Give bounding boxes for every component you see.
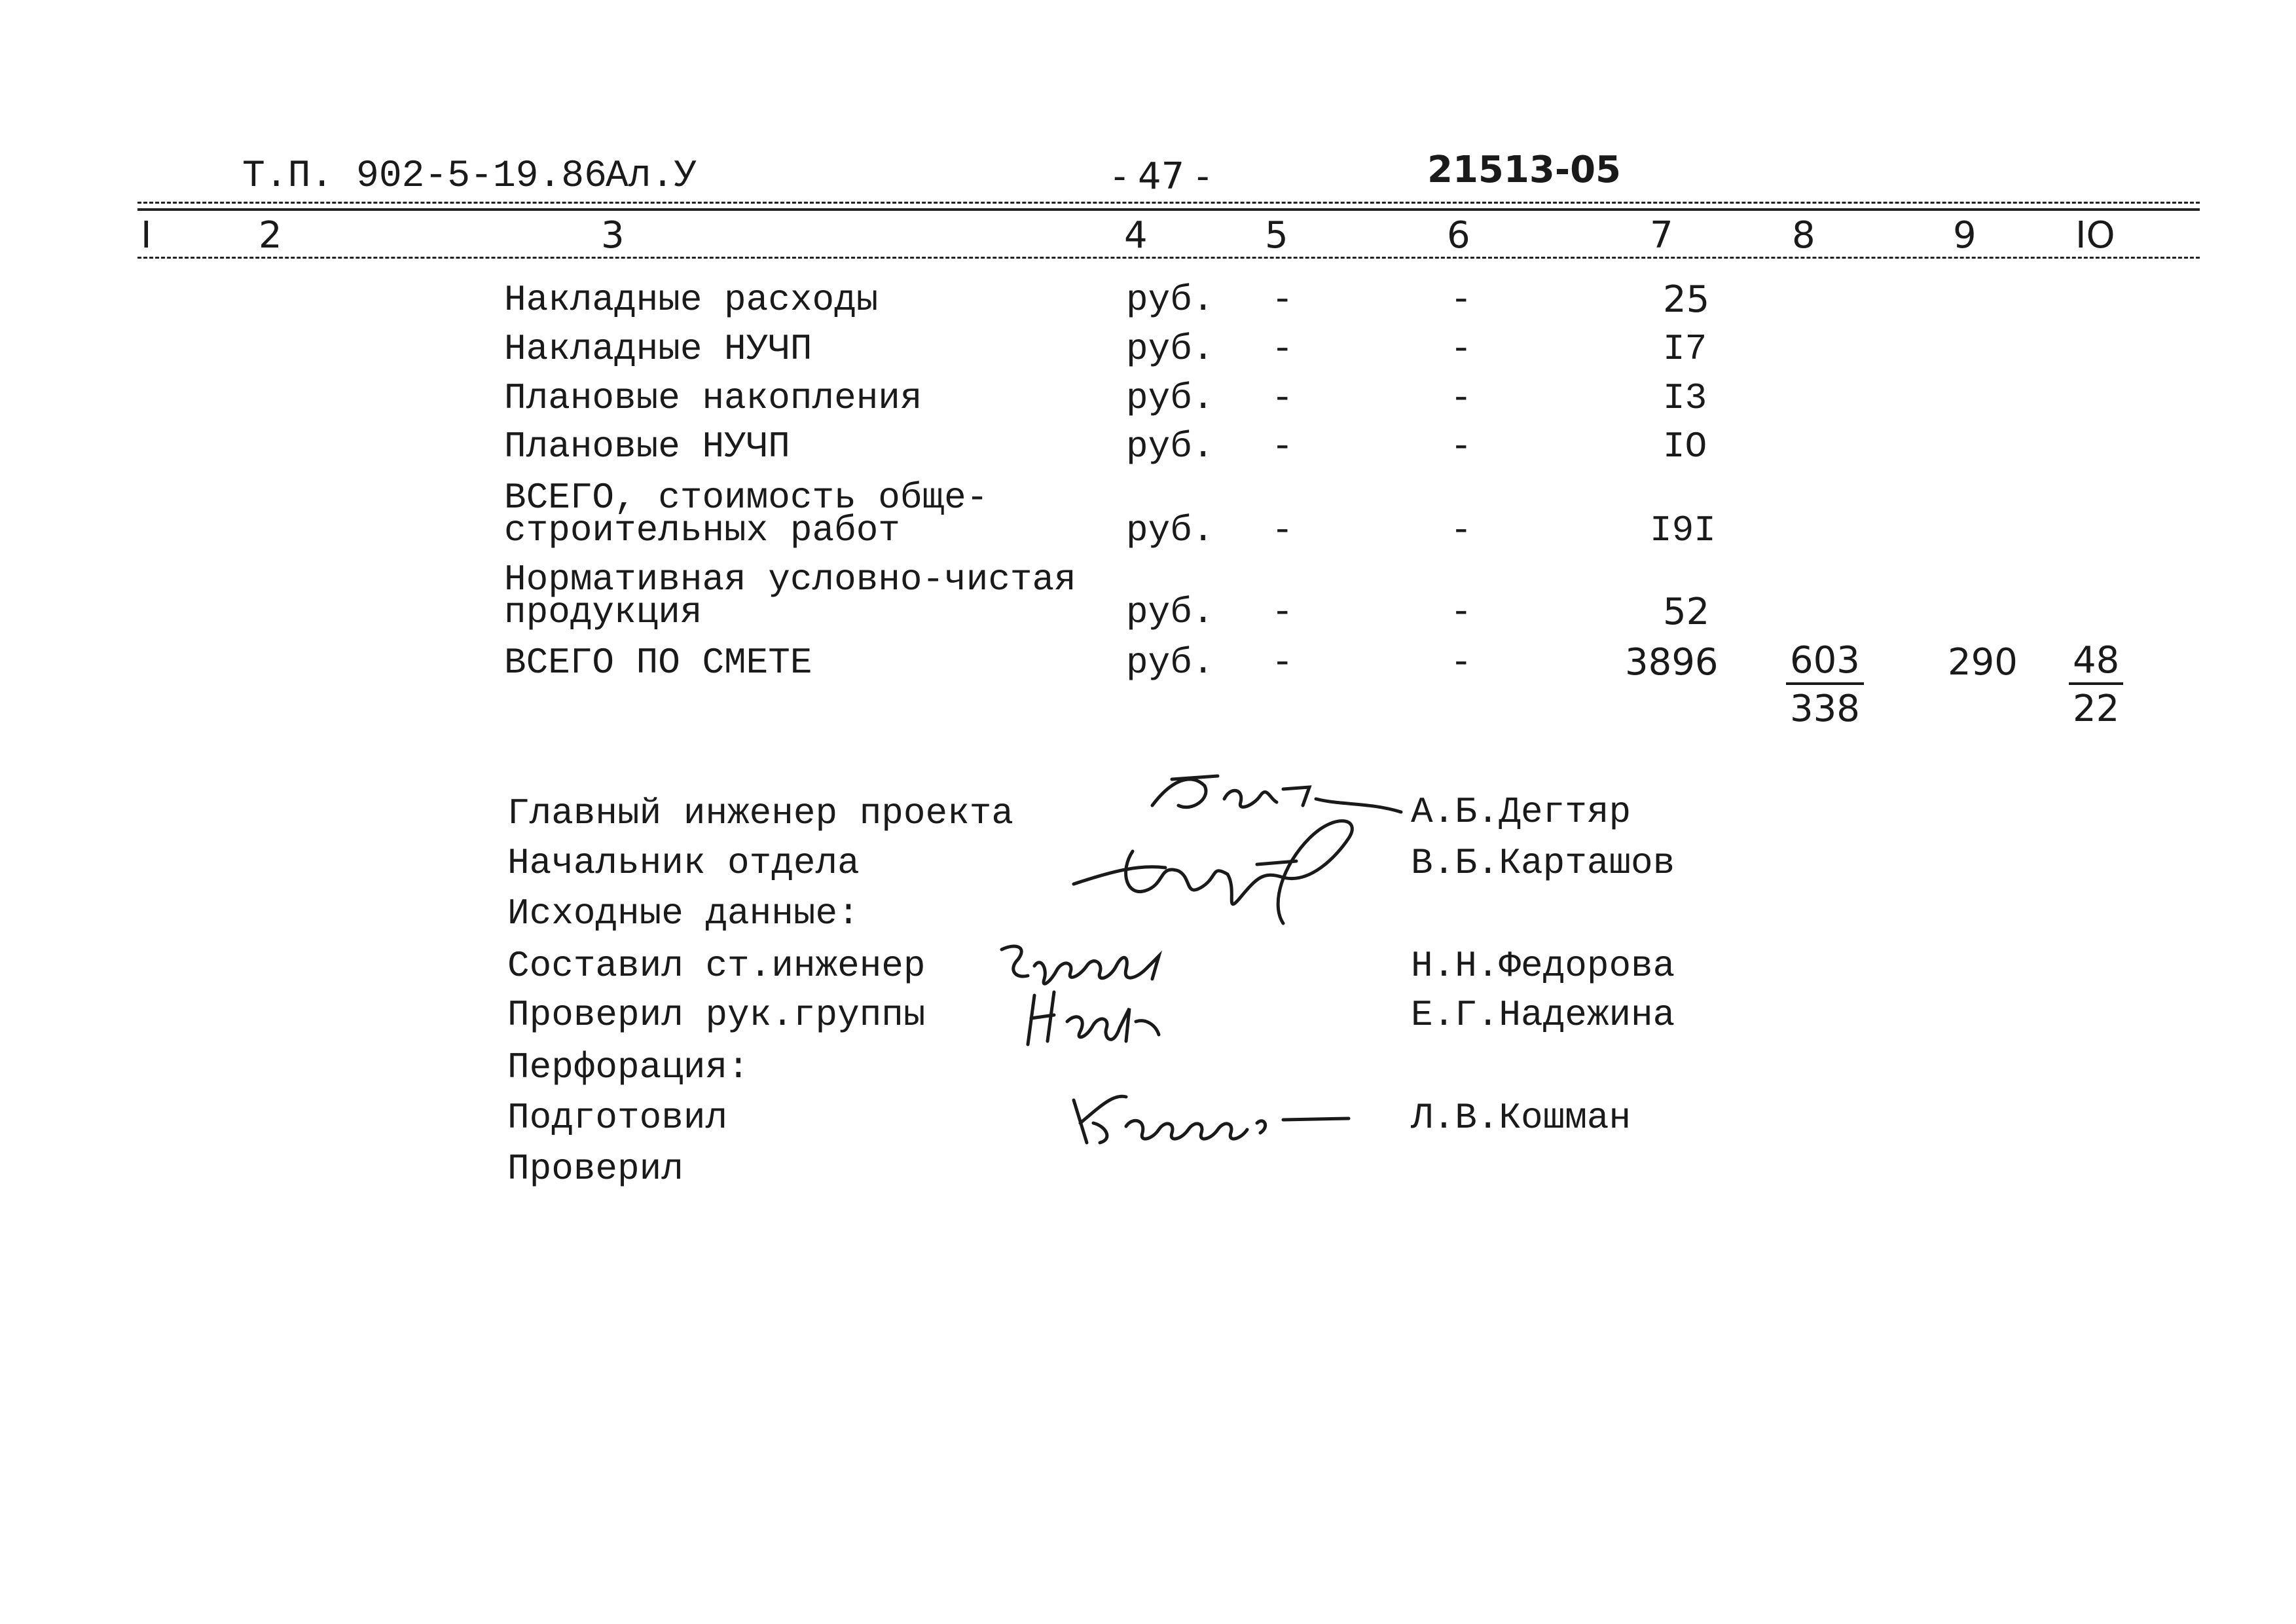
signature-name: В.Б.Карташов: [1411, 842, 1675, 884]
col-header-4: 4: [1124, 214, 1148, 257]
row-unit: руб.: [1126, 279, 1214, 321]
col-header-7: 7: [1650, 214, 1673, 257]
col-header-2: 2: [259, 214, 282, 257]
row-col6: -: [1450, 642, 1472, 684]
signature-role: Главный инженер проекта: [507, 792, 1013, 834]
signature-role: Проверил: [507, 1148, 683, 1190]
signature-role: Начальник отдела: [507, 842, 860, 884]
row-unit: руб.: [1126, 377, 1214, 419]
col-header-3: 3: [601, 214, 625, 257]
row-unit: руб.: [1126, 642, 1214, 684]
row-col8-top: 603: [1786, 642, 1864, 685]
row-name: Накладные НУЧП: [504, 328, 812, 370]
signature-name: Е.Г.Надежина: [1411, 994, 1675, 1036]
signature-role: Перфорация:: [507, 1046, 750, 1088]
col-header-8: 8: [1792, 214, 1815, 257]
row-col7: 3896: [1625, 641, 1719, 684]
signature-role: Проверил рук.группы: [507, 994, 926, 1036]
col-header-5: 5: [1265, 214, 1288, 257]
row-col8-bottom: 338: [1790, 688, 1860, 730]
row-name-line2: строительных работ: [504, 509, 900, 551]
row-col6: -: [1450, 377, 1472, 419]
row-col10-bottom: 22: [2073, 688, 2120, 730]
row-col5: -: [1271, 591, 1294, 633]
row-col7: 25: [1663, 278, 1710, 321]
row-col6: -: [1450, 591, 1472, 633]
row-name-line1: Нормативная условно-чистая: [504, 559, 1076, 600]
row-col5: -: [1271, 279, 1294, 321]
signature-name: Л.В.Кошман: [1411, 1097, 1631, 1139]
signature-name: Н.Н.Федорова: [1411, 945, 1675, 987]
row-name-line2: продукция: [504, 591, 702, 633]
row-name-total: ВСЕГО ПО СМЕТЕ: [504, 642, 812, 684]
col-header-10: IO: [2075, 214, 2115, 257]
row-col7: I3: [1663, 377, 1707, 419]
row-col7: I7: [1663, 328, 1707, 370]
row-col8-fraction: [1786, 639, 1864, 730]
signature-role: Подготовил: [507, 1097, 728, 1139]
row-unit: руб.: [1126, 328, 1214, 370]
inventory-number: 21513-05: [1427, 149, 1621, 191]
row-col7: IO: [1663, 426, 1707, 468]
col-header-1: I: [141, 214, 152, 257]
top-rule-dashed: [137, 202, 2200, 204]
row-col6: -: [1450, 426, 1472, 468]
row-col9: 290: [1948, 641, 2018, 684]
handwritten-signature-group-head: [1015, 982, 1172, 1054]
row-col5: -: [1271, 328, 1294, 370]
album-label: Ал.У: [606, 155, 697, 198]
row-col5: -: [1271, 377, 1294, 419]
doc-code: Т.П. 902-5-19.86: [242, 155, 607, 198]
top-rule: [137, 208, 2200, 211]
row-unit: руб.: [1126, 591, 1214, 633]
row-name: Плановые НУЧП: [504, 426, 790, 468]
signature-role: Исходные данные:: [507, 893, 860, 934]
row-name: Плановые накопления: [504, 377, 922, 419]
row-col6: -: [1450, 328, 1472, 370]
row-col5: -: [1271, 642, 1294, 684]
row-col10-top: 48: [2069, 642, 2123, 685]
signature-role: Составил ст.инженер: [507, 945, 926, 987]
row-col10-fraction: [2069, 639, 2123, 730]
row-unit: руб.: [1126, 509, 1214, 551]
row-col6: -: [1450, 279, 1472, 321]
row-col6: -: [1450, 509, 1472, 551]
row-unit: руб.: [1126, 426, 1214, 468]
row-col7: 52: [1663, 591, 1710, 633]
page-number: - 47 -: [1113, 155, 1210, 198]
handwritten-signature-preparer: [1061, 1080, 1362, 1153]
row-col5: -: [1271, 426, 1294, 468]
header-rule: [137, 257, 2200, 259]
row-col5: -: [1271, 509, 1294, 551]
row-name-line1: ВСЕГО, стоимость обще-: [504, 477, 989, 519]
col-header-6: 6: [1447, 214, 1470, 257]
signature-name: А.Б.Дегтяр: [1411, 791, 1631, 833]
row-name: Накладные расходы: [504, 279, 879, 321]
row-col7: I9I: [1650, 509, 1716, 551]
handwritten-signature-department-head: [1061, 799, 1388, 930]
col-header-9: 9: [1953, 214, 1977, 257]
